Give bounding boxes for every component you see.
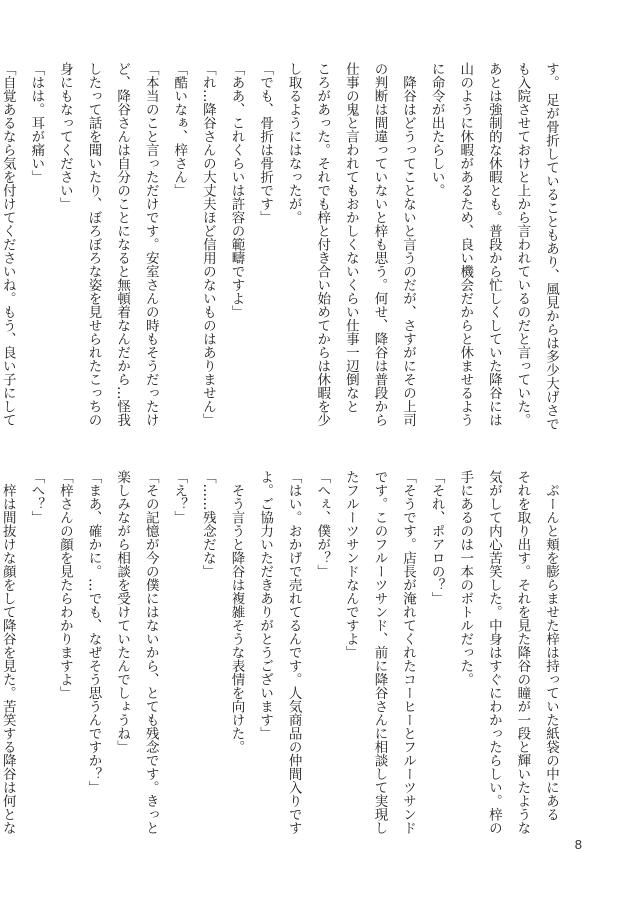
text-line: あとは強制的な休暇とも。普段から忙しくしていた降谷には <box>485 62 502 427</box>
text-line: 気がして内心苦笑した。中身はすぐにわかったらしい。梓の <box>485 470 502 835</box>
text-line: 「へぇ、僕が？」 <box>314 470 331 578</box>
text-line: 「へ？」 <box>28 470 45 524</box>
text-line: ぷーんと頬を膨らませた梓は持っていた紙袋の中にある <box>543 470 559 821</box>
text-line: 「それ、ポアロの？」 <box>428 470 445 605</box>
text-line: したって話を聞いたり、ぼろぼろな姿を見せられたこっちの <box>85 62 102 427</box>
text-line: たフルーツサンドなんですよ」 <box>342 470 359 659</box>
text-line: 「はい。おかげで売れてるんです。人気商品の仲間入りです <box>285 470 302 835</box>
text-line: 「梓さんの顔を見たらわかりますよ」 <box>56 470 73 700</box>
text-line: よ。ご協力いただきありがとうございます」 <box>257 470 274 740</box>
text-line: 「はは。耳が痛い」 <box>28 62 45 184</box>
text-line: 手にあるのは一本のボトルだった。 <box>457 470 474 686</box>
text-line: 「……残念だな」 <box>199 470 216 578</box>
text-line: 梓は間抜けな顔をして降谷を見た。苦笑する降谷は何とな <box>0 470 16 835</box>
lower-text-block <box>0 470 565 835</box>
text-line: 降谷はどうってことないと言うのだが、さすがにその上司 <box>400 62 417 427</box>
text-line: 仕事の鬼と言われてもおかしくないくらい仕事一辺倒なと <box>342 62 359 413</box>
text-line: 「れ…降谷さんの大丈夫ほど信用のないものはありません」 <box>199 62 216 427</box>
text-line: 「え？」 <box>171 470 188 524</box>
upper-text-block <box>0 62 565 432</box>
text-line: 山のように休暇があるため、良い機会だからと休ませるよう <box>457 62 474 427</box>
text-line: ど、降谷さんは自分のことになると無頓着なんだから…怪我 <box>114 62 131 427</box>
text-line: それを取り出す。それを見た降谷の瞳が一段と輝いたような <box>514 470 531 835</box>
text-line: 「自覚あるなら気を付けてくださいね。もう、良い子にして <box>0 62 16 427</box>
text-line: 「本当のこと言っただけです。安室さんの時もそうだったけ <box>142 62 159 427</box>
text-line: す。 足が骨折していることもあり、風見からは多少大げさで <box>543 62 559 431</box>
text-line: 「ああ、これくらいは許容の範疇ですよ」 <box>228 62 245 319</box>
text-line: も入院させておけと上から言われているのだと言っていた。 <box>514 62 531 427</box>
text-line: 身にもなってください」 <box>56 62 73 211</box>
text-line: に命令が出たらしい。 <box>428 62 445 197</box>
text-line: し取るようにはなったが。 <box>285 62 302 224</box>
text-line: 「そうです。店長が淹れてくれたコーヒーとフルーツサンド <box>400 470 417 835</box>
page-number: 8 <box>574 837 582 852</box>
text-line: 「まあ、確かに。…でも、なぜそう思うんですか？」 <box>85 470 102 794</box>
text-line: 楽しみながら相談を受けていたんでしょうね」 <box>114 470 131 754</box>
text-line: そう言うと降谷は複雑そうな表情を向けた。 <box>228 470 245 754</box>
text-line: 「酷いなぁ、梓さん」 <box>171 62 188 197</box>
text-line: 「その記憶が今の僕にはないから、とても残念です。きっと <box>142 470 159 835</box>
text-line: ころがあった。それでも梓と付き合い始めてからは休暇を少 <box>314 62 331 427</box>
text-line: 「でも、骨折は骨折です」 <box>257 62 274 224</box>
text-line: です。このフルーツサンド、前に降谷さんに相談して実現し <box>371 470 388 835</box>
text-line: の判断は間違っていないと梓も思う。何せ、降谷は普段から <box>371 62 388 427</box>
